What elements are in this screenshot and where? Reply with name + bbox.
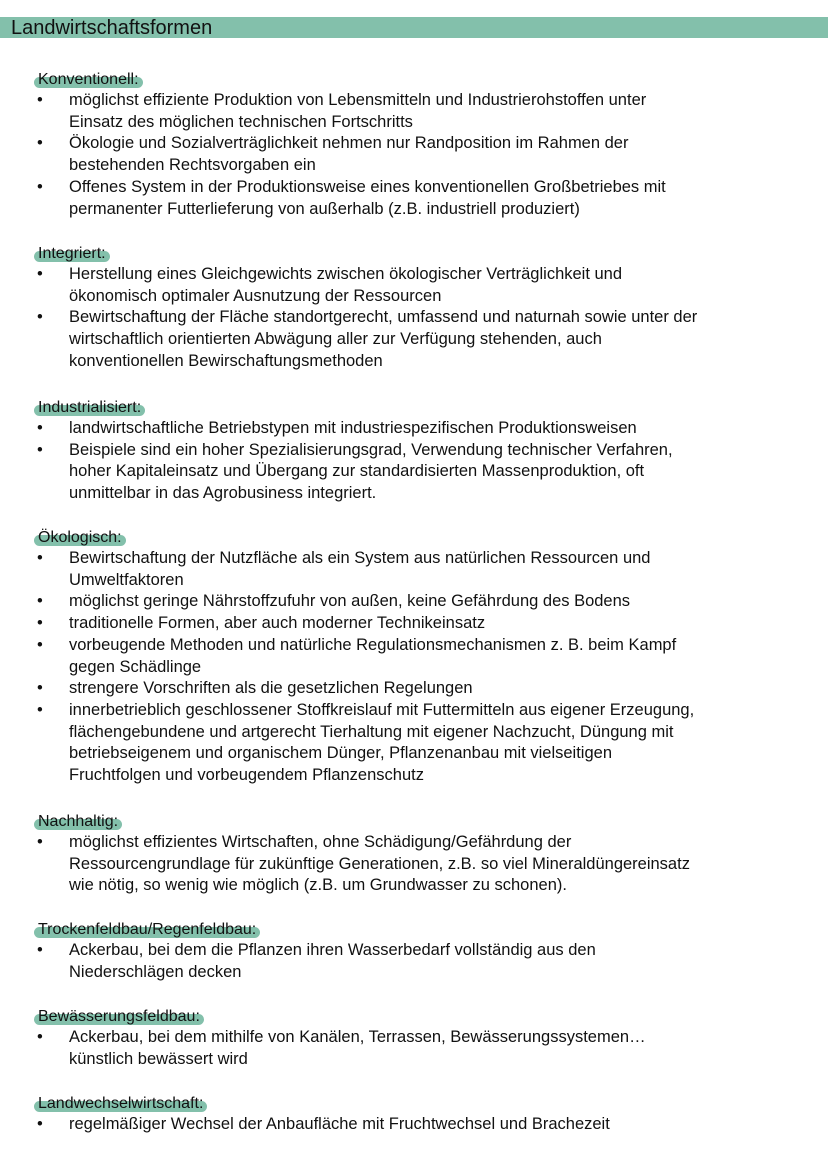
section-bewaesserungsfeldbau [0, 1006, 828, 1070]
bullet-list [0, 940, 828, 983]
section-heading: Landwechselwirtschaft: [38, 1093, 203, 1114]
section-integriert [0, 243, 828, 373]
list-item: • landwirtschaftliche Betriebstypen mit industriespezifischen Produktionsweisen [37, 419, 637, 437]
list-item: • strengere Vorschriften als die gesetzlichen Regelungen [37, 679, 473, 698]
list-item: • innerbetrieblich geschlossener Stoffkreislauf mit Futtermitteln aus eigener Erzeugung, flächengebundene und artgerecht Tierhaltung mit eigener Nachzucht, Düngung mit betriebseigenem und organischem Dünger, Pflanzenanbau mit vielseitigen Fruchtfolgen und vorbeugendem Pflanzenschutz [37, 700, 695, 785]
list-item: • traditionelle Formen, aber auch moderner Technikeinsatz [37, 614, 486, 633]
section-heading: Integriert: [38, 243, 106, 264]
list-item: • Ackerbau, bei dem mithilfe von Kanälen, Terrassen, Bewässerungssystemen… künstlich bewässert wird [37, 1028, 646, 1068]
bullet-list [0, 264, 828, 373]
list-item: • regelmäßiger Wechsel der Anbaufläche mit Fruchtwechsel und Brachezeit [37, 1115, 610, 1133]
bullet-list [0, 418, 828, 505]
list-item: • vorbeugende Methoden und natürliche Regulationsmechanismen z. B. beim Kampf gegen Schädlinge [37, 635, 677, 676]
section-landwechselwirtschaft [0, 1093, 828, 1136]
section-heading: Bewässerungsfeldbau: [38, 1006, 200, 1027]
section-heading: Industrialisiert: [38, 397, 141, 418]
section-konventionell [0, 69, 828, 220]
bullet-list [0, 1027, 828, 1070]
list-item: • Beispiele sind ein hoher Spezialisierungsgrad, Verwendung technischer Verfahren, hoher Kapitaleinsatz und Übergang zur standardisierten Massenproduktion, oft unmittelbar in das Agrobusiness integriert. [37, 440, 673, 503]
section-heading: Nachhaltig: [38, 811, 118, 832]
list-item: • Herstellung eines Gleichgewichts zwischen ökologischer Verträglichkeit und ökonomisch optimaler Ausnutzung der Ressourcen [37, 265, 623, 305]
section-nachhaltig [0, 811, 828, 897]
list-item: • Bewirtschaftung der Fläche standortgerecht, umfassend und naturnah sowie unter der wirtschaftlich orientierten Abwägung aller zur Verfügung stehenden, auch konventionellen Bewirschaftungsmethoden [37, 308, 698, 370]
section-heading: Ökologisch: [38, 527, 122, 548]
bullet-list [0, 832, 828, 897]
document-title: Landwirtschaftsformen [11, 17, 213, 39]
section-oekologisch [0, 527, 828, 787]
list-item: • möglichst effizientes Wirtschaften, ohne Schädigung/Gefährdung der Ressourcengrundlage für zukünftige Generationen, z.B. so viel Mineraldüngereinsatz wie nötig, so wenig wie möglich (z.B. um Grundwasser zu schonen). [37, 833, 690, 895]
bullet-list [0, 548, 828, 787]
section-trockenfeldbau [0, 919, 828, 983]
section-heading: Trockenfeldbau/Regenfeldbau: [38, 919, 256, 940]
list-item: • möglichst geringe Nährstoffzufuhr von außen, keine Gefährdung des Bodens [37, 592, 631, 611]
list-item: • Ackerbau, bei dem die Pflanzen ihren Wasserbedarf vollständig aus den Niederschlägen decken [37, 941, 596, 981]
section-industrialisiert [0, 397, 828, 505]
list-item: • Bewirtschaftung der Nutzfläche als ein System aus natürlichen Ressourcen und Umweltfaktoren [37, 549, 651, 589]
list-item: • möglichst effiziente Produktion von Lebensmitteln und Industrierohstoffen unter Einsatz des möglichen technischen Fortschritts [37, 91, 647, 131]
bullet-list [0, 1114, 828, 1136]
list-item: • Ökologie und Sozialverträglichkeit nehmen nur Randposition im Rahmen der bestehenden Rechtsvorgaben ein [37, 134, 629, 175]
bullet-list [0, 90, 828, 220]
section-heading: Konventionell: [38, 69, 139, 90]
list-item: • Offenes System in der Produktionsweise eines konventionellen Großbetriebes mit permanenter Futterlieferung von außerhalb (z.B. industriell produziert) [37, 177, 666, 218]
